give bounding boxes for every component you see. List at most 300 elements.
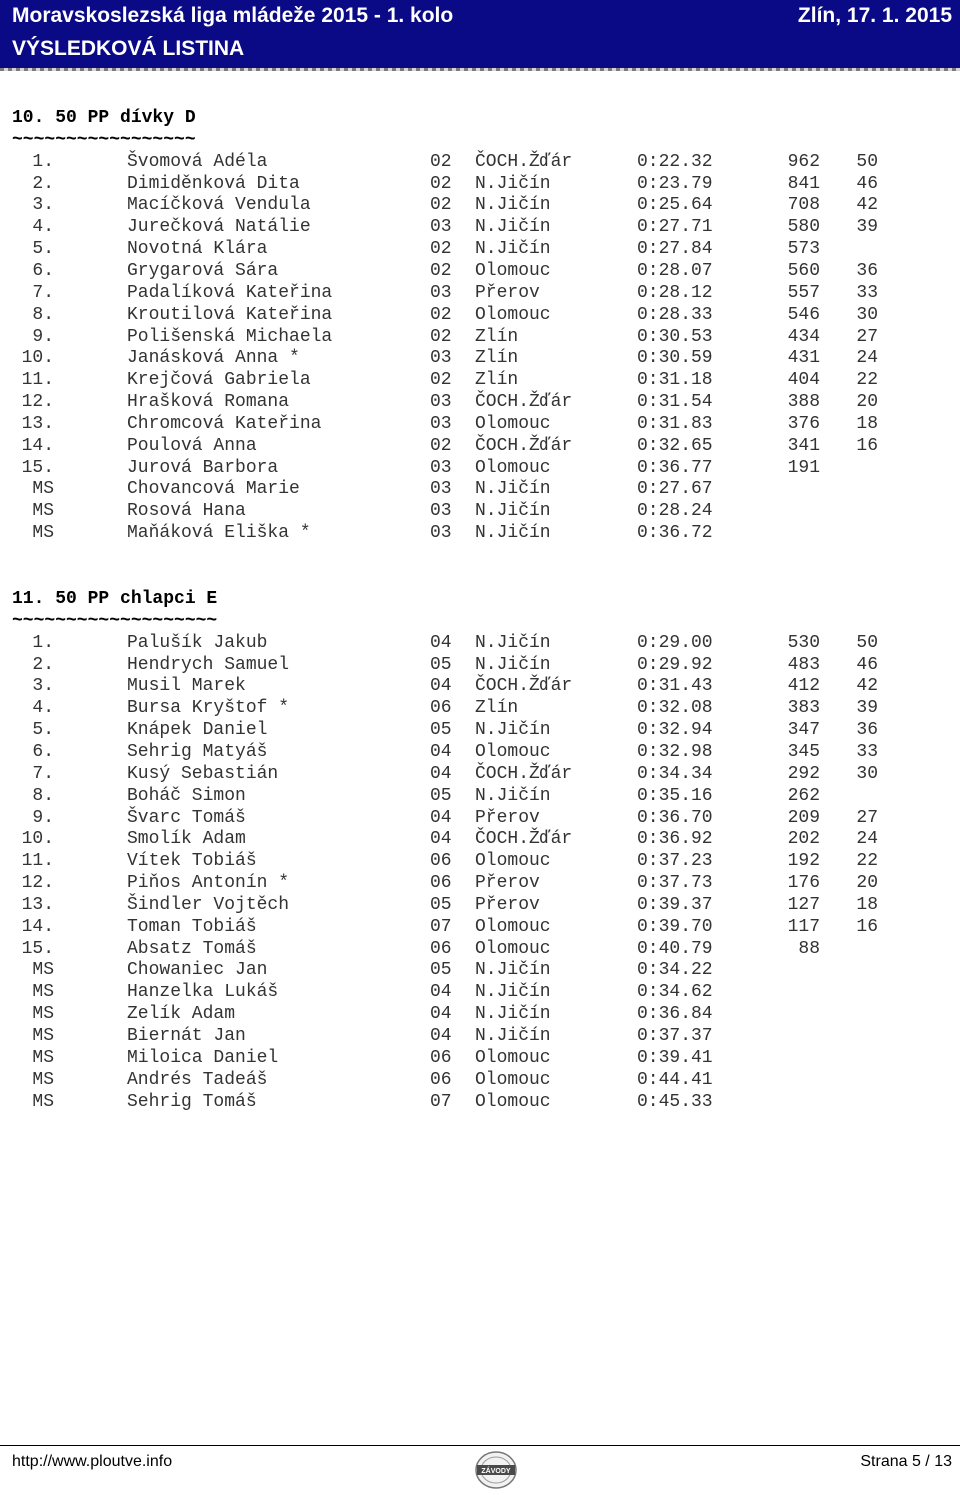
swim-time: 0:27.71: [637, 217, 713, 238]
place-points: 18: [856, 413, 878, 434]
place-points: 18: [856, 894, 878, 915]
row-rank: 9.: [32, 326, 54, 347]
swim-time: 0:28.12: [637, 282, 713, 303]
result-row: [0, 174, 960, 196]
swim-time: 0:36.70: [637, 807, 713, 828]
swim-time: 0:29.00: [637, 632, 713, 653]
row-rank: MS: [32, 960, 54, 981]
club-name: Olomouc: [475, 260, 551, 281]
swimmer-name: Sehrig Tomáš: [127, 1091, 257, 1112]
fina-points: 383: [787, 698, 820, 719]
result-row: [0, 370, 960, 392]
event-title-underline: ~~~~~~~~~~~~~~~~~: [12, 129, 196, 150]
swimmer-name: Chowaniec Jan: [127, 960, 268, 981]
club-name: ČOCH.Žďár: [475, 676, 573, 697]
swim-time: 0:39.41: [637, 1047, 713, 1068]
birth-year: 06: [430, 851, 452, 872]
birth-year: 05: [430, 720, 452, 741]
result-row: [0, 195, 960, 217]
row-rank: 14.: [21, 435, 54, 456]
place-points: 16: [856, 916, 878, 937]
birth-year: 04: [430, 676, 452, 697]
swim-time: 0:44.41: [637, 1069, 713, 1090]
club-name: Zlín: [475, 348, 519, 369]
birth-year: 06: [430, 698, 452, 719]
place-points: 33: [856, 741, 878, 762]
club-name: N.Jičín: [475, 982, 551, 1003]
swim-time: 0:37.73: [637, 873, 713, 894]
club-name: Olomouc: [475, 1069, 551, 1090]
birth-year: 06: [430, 1069, 452, 1090]
result-row: [0, 808, 960, 830]
row-rank: 1.: [32, 632, 54, 653]
swim-time: 0:28.33: [637, 304, 713, 325]
swimmer-name: Hanzelka Lukáš: [127, 982, 279, 1003]
club-name: Olomouc: [475, 1091, 551, 1112]
competition-title: Moravskoslezská liga mládeže 2015 - 1. kolo: [12, 4, 454, 27]
club-name: N.Jičín: [475, 523, 551, 544]
birth-year: 03: [430, 523, 452, 544]
place-points: 27: [856, 807, 878, 828]
document-header: [0, 0, 960, 68]
row-rank: MS: [32, 1026, 54, 1046]
fina-points: 557: [787, 282, 820, 303]
row-rank: 13.: [21, 894, 54, 915]
row-rank: 14.: [21, 916, 54, 937]
swim-time: 0:22.32: [637, 151, 713, 172]
result-row: [0, 261, 960, 283]
row-rank: 15.: [21, 457, 54, 478]
result-row: [0, 917, 960, 939]
birth-year: 02: [430, 151, 452, 172]
club-name: Přerov: [475, 873, 540, 894]
swim-time: 0:32.08: [637, 698, 713, 719]
row-rank: 8.: [32, 785, 54, 806]
footer-rule: [0, 1445, 960, 1446]
software-zavody-logo-icon: [474, 1450, 518, 1490]
club-name: N.Jičín: [475, 239, 551, 260]
result-row: [0, 829, 960, 851]
club-name: N.Jičín: [475, 785, 551, 806]
swim-time: 0:34.22: [637, 960, 713, 981]
swimmer-name: Padalíková Kateřina: [127, 282, 333, 303]
club-name: N.Jičín: [475, 632, 551, 653]
fina-points: 546: [787, 304, 820, 325]
birth-year: 02: [430, 260, 452, 281]
club-name: Přerov: [475, 807, 540, 828]
club-name: ČOCH.Žďár: [475, 763, 573, 784]
club-name: Zlín: [475, 698, 519, 719]
row-rank: 3.: [32, 676, 54, 697]
place-points: 24: [856, 829, 878, 850]
result-row: [0, 414, 960, 436]
swimmer-name: Miloica Daniel: [127, 1047, 279, 1068]
place-points: 33: [856, 282, 878, 303]
birth-year: 03: [430, 348, 452, 369]
swimmer-name: Hendrych Samuel: [127, 654, 290, 675]
swimmer-name: Chovancová Marie: [127, 479, 300, 500]
result-row: [0, 392, 960, 414]
logo-text: ZÁVODY: [481, 1468, 511, 1475]
birth-year: 04: [430, 1026, 452, 1046]
fina-points: 388: [787, 392, 820, 413]
swimmer-name: Hrašková Romana: [127, 392, 290, 413]
swim-time: 0:40.79: [637, 938, 713, 959]
row-rank: 4.: [32, 217, 54, 238]
swim-time: 0:36.72: [637, 523, 713, 544]
result-row: [0, 786, 960, 808]
fina-points: 404: [787, 370, 820, 391]
club-name: N.Jičín: [475, 195, 551, 216]
swimmer-name: Piňos Antonín *: [127, 873, 290, 894]
row-rank: 2.: [32, 173, 54, 194]
swim-time: 0:36.84: [637, 1004, 713, 1025]
swim-time: 0:39.37: [637, 894, 713, 915]
place-points: 36: [856, 720, 878, 741]
swim-time: 0:37.23: [637, 851, 713, 872]
swim-time: 0:27.84: [637, 239, 713, 260]
row-rank: 13.: [21, 413, 54, 434]
result-row: [0, 676, 960, 698]
row-rank: MS: [32, 501, 54, 522]
birth-year: 04: [430, 1004, 452, 1025]
swim-time: 0:32.98: [637, 741, 713, 762]
place-points: 22: [856, 370, 878, 391]
row-rank: 10.: [21, 348, 54, 369]
swim-time: 0:30.59: [637, 348, 713, 369]
event-title: 11. 50 PP chlapci E: [12, 589, 218, 609]
result-row: [0, 458, 960, 480]
row-rank: 2.: [32, 654, 54, 675]
row-rank: 6.: [32, 260, 54, 281]
result-row: [0, 851, 960, 873]
swim-time: 0:28.07: [637, 260, 713, 281]
fina-points: 209: [787, 807, 820, 828]
swimmer-name: Rosová Hana: [127, 501, 246, 522]
club-name: N.Jičín: [475, 173, 551, 194]
fina-points: 483: [787, 654, 820, 675]
swim-time: 0:23.79: [637, 173, 713, 194]
place-points: 20: [856, 392, 878, 413]
place-points: 46: [856, 173, 878, 194]
swim-time: 0:27.67: [637, 479, 713, 500]
fina-points: 202: [787, 829, 820, 850]
birth-year: 03: [430, 392, 452, 413]
row-rank: MS: [32, 982, 54, 1003]
swim-time: 0:30.53: [637, 326, 713, 347]
swimmer-name: Knápek Daniel: [127, 720, 268, 741]
row-rank: 11.: [21, 370, 54, 391]
swimmer-name: Dimiděnková Dita: [127, 173, 300, 194]
swim-time: 0:34.62: [637, 982, 713, 1003]
row-rank: 5.: [32, 720, 54, 741]
result-row: [0, 523, 960, 545]
swim-time: 0:36.77: [637, 457, 713, 478]
result-row: [0, 305, 960, 327]
fina-points: 962: [787, 151, 820, 172]
result-row: [0, 1004, 960, 1026]
row-rank: 3.: [32, 195, 54, 216]
club-name: N.Jičín: [475, 720, 551, 741]
swim-time: 0:31.18: [637, 370, 713, 391]
fina-points: 341: [787, 435, 820, 456]
swimmer-name: Janásková Anna *: [127, 348, 300, 369]
competition-date: Zlín, 17. 1. 2015: [797, 4, 952, 27]
row-rank: 5.: [32, 239, 54, 260]
result-row: [0, 1092, 960, 1114]
swim-time: 0:37.37: [637, 1026, 713, 1046]
birth-year: 02: [430, 173, 452, 194]
fina-points: 573: [787, 239, 820, 260]
result-row: [0, 348, 960, 370]
result-row: [0, 217, 960, 239]
birth-year: 02: [430, 326, 452, 347]
birth-year: 06: [430, 1047, 452, 1068]
result-row: [0, 939, 960, 961]
footer-link[interactable]: http://www.ploutve.info: [12, 1453, 173, 1470]
birth-year: 07: [430, 916, 452, 937]
swim-time: 0:34.34: [637, 763, 713, 784]
swimmer-name: Maňáková Eliška *: [127, 523, 311, 544]
place-points: 30: [856, 304, 878, 325]
result-row: [0, 283, 960, 305]
place-points: 16: [856, 435, 878, 456]
row-rank: 1.: [32, 151, 54, 172]
place-points: 50: [856, 632, 878, 653]
swimmer-name: Jurečková Natálie: [127, 217, 311, 238]
club-name: Zlín: [475, 370, 519, 391]
birth-year: 02: [430, 370, 452, 391]
result-row: [0, 764, 960, 786]
header-separator: [0, 68, 960, 71]
swimmer-name: Chromcová Kateřina: [127, 413, 322, 434]
swimmer-name: Boháč Simon: [127, 785, 246, 806]
club-name: Olomouc: [475, 413, 551, 434]
club-name: N.Jičín: [475, 1004, 551, 1025]
fina-points: 708: [787, 195, 820, 216]
row-rank: 12.: [21, 392, 54, 413]
club-name: Olomouc: [475, 1047, 551, 1068]
birth-year: 05: [430, 960, 452, 981]
club-name: N.Jičín: [475, 960, 551, 981]
club-name: N.Jičín: [475, 654, 551, 675]
swim-time: 0:31.43: [637, 676, 713, 697]
row-rank: 6.: [32, 741, 54, 762]
fina-points: 841: [787, 173, 820, 194]
swim-time: 0:31.54: [637, 392, 713, 413]
fina-points: 412: [787, 676, 820, 697]
result-row: [0, 501, 960, 523]
club-name: Zlín: [475, 326, 519, 347]
birth-year: 05: [430, 785, 452, 806]
result-row: [0, 960, 960, 982]
club-name: ČOCH.Žďár: [475, 829, 573, 850]
place-points: 50: [856, 151, 878, 172]
birth-year: 06: [430, 873, 452, 894]
birth-year: 04: [430, 763, 452, 784]
fina-points: 117: [787, 916, 820, 937]
birth-year: 05: [430, 894, 452, 915]
fina-points: 176: [787, 873, 820, 894]
swimmer-name: Kroutilová Kateřina: [127, 304, 333, 325]
club-name: ČOCH.Žďár: [475, 151, 573, 172]
row-rank: MS: [32, 523, 54, 544]
swimmer-name: Biernát Jan: [127, 1026, 246, 1046]
fina-points: 560: [787, 260, 820, 281]
swimmer-name: Smolík Adam: [127, 829, 246, 850]
result-row: [0, 873, 960, 895]
fina-points: 580: [787, 217, 820, 238]
swimmer-name: Musil Marek: [127, 676, 246, 697]
result-row: [0, 742, 960, 764]
result-row: [0, 327, 960, 349]
place-points: 42: [856, 676, 878, 697]
birth-year: 03: [430, 217, 452, 238]
fina-points: 292: [787, 763, 820, 784]
result-row: [0, 720, 960, 742]
fina-points: 262: [787, 785, 820, 806]
swimmer-name: Šindler Vojtěch: [127, 894, 290, 915]
page-number: Strana 5 / 13: [860, 1453, 952, 1470]
birth-year: 07: [430, 1091, 452, 1112]
place-points: 36: [856, 260, 878, 281]
swimmer-name: Grygarová Sára: [127, 260, 279, 281]
club-name: N.Jičín: [475, 501, 551, 522]
swim-time: 0:32.65: [637, 435, 713, 456]
row-rank: 8.: [32, 304, 54, 325]
swimmer-name: Toman Tobiáš: [127, 916, 257, 937]
swimmer-name: Kusý Sebastián: [127, 763, 279, 784]
swim-time: 0:39.70: [637, 916, 713, 937]
fina-points: 127: [787, 894, 820, 915]
row-rank: MS: [32, 1091, 54, 1112]
fina-points: 434: [787, 326, 820, 347]
birth-year: 06: [430, 938, 452, 959]
swimmer-name: Andrés Tadeáš: [127, 1069, 268, 1090]
row-rank: 10.: [21, 829, 54, 850]
swimmer-name: Polišenská Michaela: [127, 326, 333, 347]
club-name: ČOCH.Žďár: [475, 435, 573, 456]
place-points: 22: [856, 851, 878, 872]
fina-points: 88: [798, 938, 820, 959]
swimmer-name: Vítek Tobiáš: [127, 851, 257, 872]
swimmer-name: Palušík Jakub: [127, 632, 268, 653]
swimmer-name: Zelík Adam: [127, 1004, 236, 1025]
club-name: Přerov: [475, 282, 540, 303]
row-rank: 7.: [32, 763, 54, 784]
birth-year: 04: [430, 807, 452, 828]
page-footer: [0, 1445, 960, 1495]
birth-year: 03: [430, 501, 452, 522]
place-points: 39: [856, 217, 878, 238]
club-name: Olomouc: [475, 741, 551, 762]
birth-year: 03: [430, 282, 452, 303]
birth-year: 02: [430, 304, 452, 325]
place-points: 42: [856, 195, 878, 216]
result-row: [0, 655, 960, 677]
fina-points: 192: [787, 851, 820, 872]
club-name: Olomouc: [475, 938, 551, 959]
event-title: 10. 50 PP dívky D: [12, 108, 196, 128]
swim-time: 0:45.33: [637, 1091, 713, 1112]
birth-year: 05: [430, 654, 452, 675]
swim-time: 0:25.64: [637, 195, 713, 216]
birth-year: 03: [430, 479, 452, 500]
club-name: Přerov: [475, 894, 540, 915]
swimmer-name: Švomová Adéla: [127, 151, 268, 172]
fina-points: 345: [787, 741, 820, 762]
document-subtitle: VÝSLEDKOVÁ LISTINA: [12, 37, 245, 60]
row-rank: MS: [32, 1047, 54, 1068]
result-row: [0, 895, 960, 917]
club-name: Olomouc: [475, 457, 551, 478]
result-row: [0, 479, 960, 501]
club-name: Olomouc: [475, 916, 551, 937]
place-points: 39: [856, 698, 878, 719]
birth-year: 02: [430, 435, 452, 456]
swimmer-name: Krejčová Gabriela: [127, 370, 311, 391]
swimmer-name: Poulová Anna: [127, 435, 257, 456]
fina-points: 431: [787, 348, 820, 369]
swim-time: 0:36.92: [637, 829, 713, 850]
birth-year: 04: [430, 741, 452, 762]
club-name: Olomouc: [475, 304, 551, 325]
swimmer-name: Sehrig Matyáš: [127, 741, 268, 762]
result-row: [0, 698, 960, 720]
club-name: Olomouc: [475, 851, 551, 872]
birth-year: 03: [430, 457, 452, 478]
swim-time: 0:35.16: [637, 785, 713, 806]
row-rank: 7.: [32, 282, 54, 303]
fina-points: 376: [787, 413, 820, 434]
club-name: N.Jičín: [475, 479, 551, 500]
result-row: [0, 436, 960, 458]
birth-year: 02: [430, 239, 452, 260]
row-rank: MS: [32, 1004, 54, 1025]
swimmer-name: Novotná Klára: [127, 239, 268, 260]
result-row: [0, 1048, 960, 1070]
place-points: 24: [856, 348, 878, 369]
row-rank: MS: [32, 479, 54, 500]
event-title-underline: ~~~~~~~~~~~~~~~~~~~: [12, 610, 218, 631]
place-points: 46: [856, 654, 878, 675]
place-points: 30: [856, 763, 878, 784]
swimmer-name: Švarc Tomáš: [127, 807, 246, 828]
row-rank: 9.: [32, 807, 54, 828]
result-row: [0, 239, 960, 261]
result-row: [0, 1026, 960, 1048]
birth-year: 02: [430, 195, 452, 216]
result-row: [0, 152, 960, 174]
row-rank: MS: [32, 1069, 54, 1090]
result-row: [0, 633, 960, 655]
place-points: 20: [856, 873, 878, 894]
club-name: ČOCH.Žďár: [475, 392, 573, 413]
fina-points: 191: [787, 457, 820, 478]
club-name: N.Jičín: [475, 1026, 551, 1046]
swimmer-name: Bursa Kryštof *: [127, 698, 290, 719]
birth-year: 04: [430, 829, 452, 850]
row-rank: 11.: [21, 851, 54, 872]
fina-points: 530: [787, 632, 820, 653]
swimmer-name: Absatz Tomáš: [127, 938, 257, 959]
swimmer-name: Macíčková Vendula: [127, 195, 311, 216]
club-name: N.Jičín: [475, 217, 551, 238]
swim-time: 0:28.24: [637, 501, 713, 522]
birth-year: 03: [430, 413, 452, 434]
place-points: 27: [856, 326, 878, 347]
swimmer-name: Jurová Barbora: [127, 457, 279, 478]
